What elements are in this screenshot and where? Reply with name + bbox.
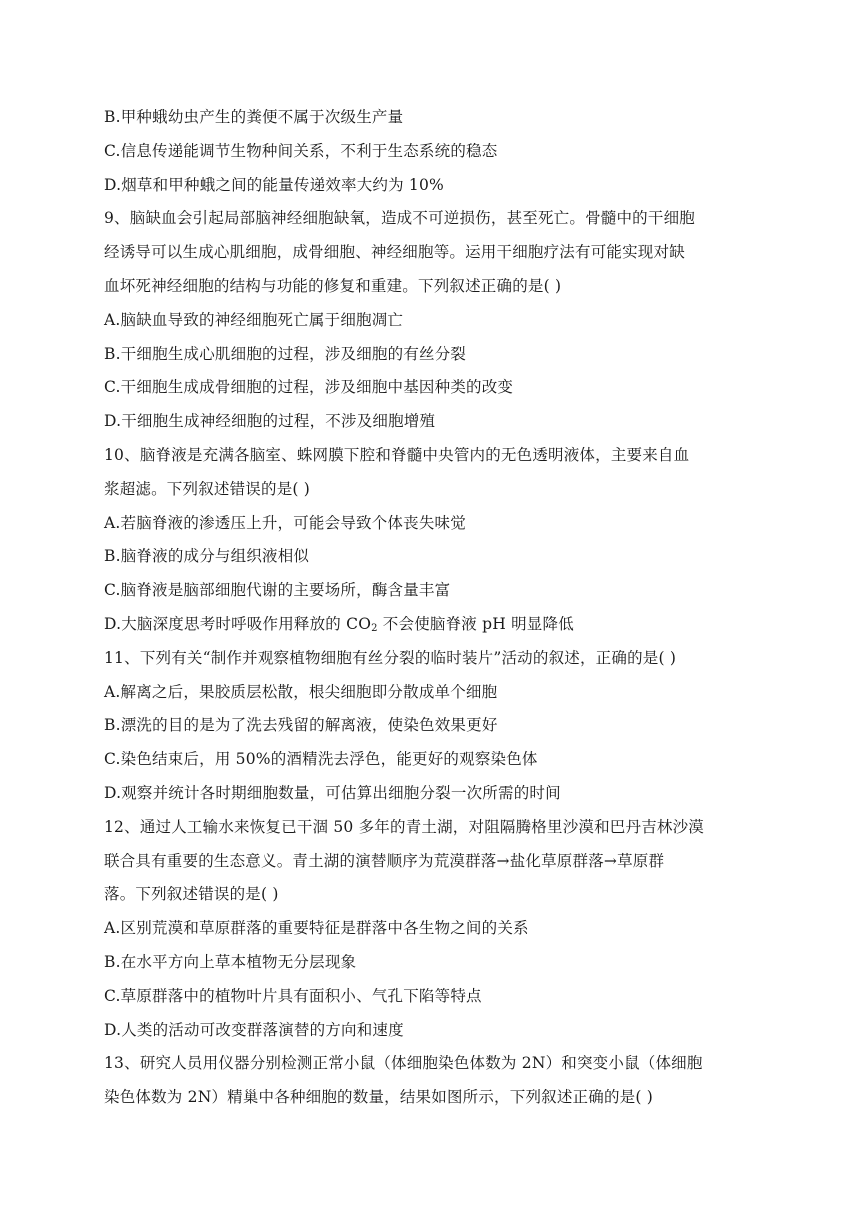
option-8c: C.信息传递能调节生物种间关系，不利于生态系统的稳态 xyxy=(104,141,498,160)
question-10-stem: 浆超滤。下列叙述错误的是( ) xyxy=(104,479,311,498)
option-10b: B.脑脊液的成分与组织液相似 xyxy=(104,547,310,566)
option-9b: B.干细胞生成心肌细胞的过程，涉及细胞的有丝分裂 xyxy=(104,344,467,363)
question-9-stem: 血坏死神经细胞的结构与功能的修复和重建。下列叙述正确的是( ) xyxy=(104,276,562,295)
option-12c: C.草原群落中的植物叶片具有面积小、气孔下陷等特点 xyxy=(104,986,482,1005)
question-12-stem: 落。下列叙述错误的是( ) xyxy=(104,885,279,904)
question-9-stem: 经诱导可以生成心肌细胞，成骨细胞、神经细胞等。运用干细胞疗法有可能实现对缺 xyxy=(104,243,685,262)
question-13-stem: 染色体数为 2N）精巢中各种细胞的数量，结果如图所示，下列叙述正确的是( ) xyxy=(104,1088,653,1107)
option-9a: A.脑缺血导致的神经细胞死亡属于细胞凋亡 xyxy=(104,310,404,329)
option-11d: D.观察并统计各时期细胞数量，可估算出细胞分裂一次所需的时间 xyxy=(104,783,561,802)
question-12-stem: 联合具有重要的生态意义。青土湖的演替顺序为荒漠群落→盐化草原群落→草原群 xyxy=(104,851,665,870)
option-8d: D.烟草和甲种蛾之间的能量传递效率大约为 10% xyxy=(104,175,444,194)
option-9c: C.干细胞生成成骨细胞的过程，涉及细胞中基因种类的改变 xyxy=(104,378,514,397)
option-11c: C.染色结束后，用 50%的酒精洗去浮色，能更好的观察染色体 xyxy=(104,750,538,769)
question-12-stem: 12、通过人工输水来恢复已干涸 50 多年的青土湖，对阻隔腾格里沙漠和巴丹吉林沙漠 xyxy=(104,817,705,836)
subscript: 2 xyxy=(371,622,378,634)
option-10c: C.脑脊液是脑部细胞代谢的主要场所，酶含量丰富 xyxy=(104,581,451,600)
option-11b: B.漂洗的目的是为了洗去残留的解离液，使染色效果更好 xyxy=(104,716,498,735)
option-10d xyxy=(104,608,764,642)
option-10d-text: D.大脑深度思考时呼吸作用释放的 CO xyxy=(104,614,372,633)
option-11a: A.解离之后，果胶质层松散，根尖细胞即分散成单个细胞 xyxy=(104,682,498,701)
option-10a: A.若脑脊液的渗透压上升，可能会导致个体丧失味觉 xyxy=(104,513,466,532)
question-11-stem: 11、下列有关“制作并观察植物细胞有丝分裂的临时装片”活动的叙述，正确的是( ) xyxy=(104,648,677,667)
option-12d: D.人类的活动可改变群落演替的方向和速度 xyxy=(104,1020,404,1039)
option-9d: D.干细胞生成神经细胞的过程，不涉及细胞增殖 xyxy=(104,412,436,431)
question-9-stem: 9、脑缺血会引起局部脑神经细胞缺氧，造成不可逆损伤，甚至死亡。骨髓中的干细胞 xyxy=(104,209,695,228)
option-12a: A.区别荒漠和草原群落的重要特征是群落中各生物之间的关系 xyxy=(104,919,529,938)
question-text xyxy=(104,101,764,1115)
question-13-stem: 13、研究人员用仪器分别检测正常小鼠（体细胞染色体数为 2N）和突变小鼠（体细胞 xyxy=(104,1054,703,1073)
option-8b: B.甲种蛾幼虫产生的粪便不属于次级生产量 xyxy=(104,108,404,126)
option-10d-text-rest: 不会使脑脊液 pH 明显降低 xyxy=(377,614,574,633)
option-12b: B.在水平方向上草本植物无分层现象 xyxy=(104,952,357,971)
question-10-stem: 10、脑脊液是充满各脑室、蛛网膜下腔和脊髓中央管内的无色透明液体，主要来自血 xyxy=(104,445,690,464)
